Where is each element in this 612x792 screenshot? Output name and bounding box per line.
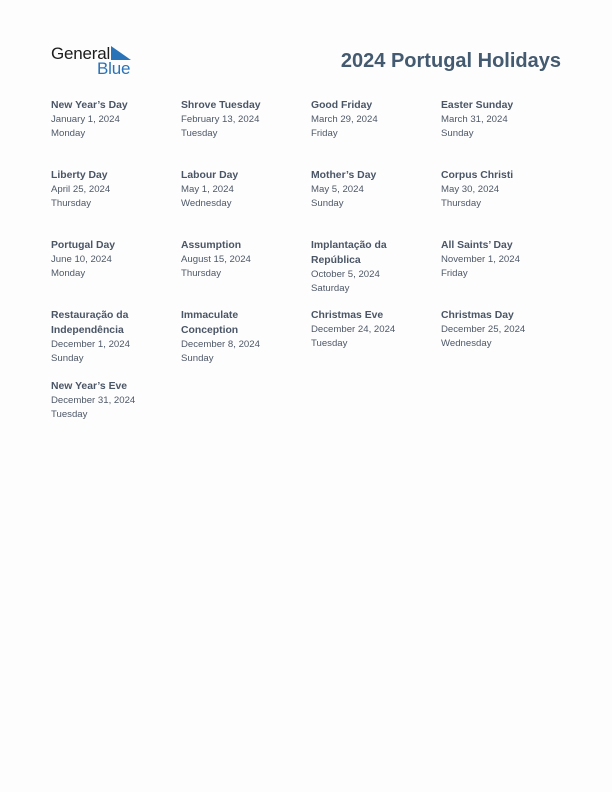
holiday-date: May 5, 2024 (311, 184, 364, 195)
holiday-weekday: Thursday (181, 268, 221, 279)
holiday-item (311, 308, 433, 351)
brand-logo (51, 44, 141, 80)
holiday-item (51, 168, 173, 211)
holiday-weekday: Thursday (441, 198, 481, 209)
page-title: 2024 Portugal Holidays (340, 50, 561, 72)
holiday-item (181, 238, 303, 281)
holiday-date: February 13, 2024 (181, 114, 260, 125)
holiday-name: Liberty Day (51, 170, 108, 181)
holiday-date: December 25, 2024 (441, 324, 526, 335)
holiday-date: June 10, 2024 (51, 254, 112, 265)
holiday-item (51, 98, 173, 141)
holiday-name: New Year’s Day (51, 100, 128, 111)
holiday-item (441, 308, 563, 351)
holiday-weekday: Wednesday (441, 338, 492, 349)
holiday-weekday: Tuesday (181, 128, 218, 139)
holiday-name: New Year’s Eve (51, 381, 128, 392)
holiday-weekday: Thursday (51, 198, 91, 209)
holiday-date: October 5, 2024 (311, 269, 380, 280)
holiday-item (181, 308, 271, 366)
holiday-weekday: Sunday (311, 198, 344, 209)
holiday-name: Portugal Day (51, 240, 116, 251)
holiday-date: March 31, 2024 (441, 114, 508, 125)
holiday-date: August 15, 2024 (181, 254, 251, 265)
holiday-item (441, 98, 563, 141)
holiday-item (181, 98, 303, 141)
holiday-weekday: Tuesday (51, 409, 88, 420)
holiday-name: Good Friday (311, 100, 373, 111)
holiday-item (441, 238, 563, 281)
holiday-name: Corpus Christi (441, 170, 514, 181)
holiday-name: Easter Sunday (441, 100, 514, 111)
holiday-item (311, 238, 411, 296)
holiday-date: December 31, 2024 (51, 395, 136, 406)
holiday-weekday: Tuesday (311, 338, 348, 349)
holiday-date: May 30, 2024 (441, 184, 500, 195)
holiday-weekday: Sunday (51, 353, 84, 364)
holiday-name: All Saints’ Day (441, 240, 513, 251)
holiday-date: December 1, 2024 (51, 339, 130, 350)
holiday-name: Restauração da Independência (51, 310, 129, 336)
holiday-weekday: Wednesday (181, 198, 232, 209)
holiday-name: Christmas Eve (311, 310, 384, 321)
holiday-date: May 1, 2024 (181, 184, 234, 195)
holiday-item (51, 238, 173, 281)
holiday-weekday: Sunday (441, 128, 474, 139)
holiday-weekday: Friday (441, 268, 468, 279)
holiday-name: Mother’s Day (311, 170, 377, 181)
holiday-date: November 1, 2024 (441, 254, 520, 265)
logo-text-general: General (51, 44, 111, 63)
holiday-weekday: Saturday (311, 283, 350, 294)
holiday-weekday: Monday (51, 268, 86, 279)
holiday-name: Immaculate Conception (181, 310, 239, 336)
holiday-item (311, 98, 433, 141)
holiday-name: Assumption (181, 240, 242, 251)
logo-text-blue: Blue (97, 59, 131, 78)
holiday-item (311, 168, 433, 211)
flag-icon (111, 46, 131, 60)
holiday-weekday: Sunday (181, 353, 214, 364)
holiday-name: Shrove Tuesday (181, 100, 261, 111)
holiday-name: Labour Day (181, 170, 239, 181)
holiday-date: January 1, 2024 (51, 114, 120, 125)
holiday-weekday: Monday (51, 128, 86, 139)
holiday-name: Christmas Day (441, 310, 514, 321)
holiday-date: April 25, 2024 (51, 184, 111, 195)
holiday-item (51, 379, 173, 422)
holiday-date: March 29, 2024 (311, 114, 378, 125)
holiday-date: December 8, 2024 (181, 339, 260, 350)
holiday-name: Implantação da República (311, 240, 387, 266)
holiday-item (441, 168, 563, 211)
holiday-date: December 24, 2024 (311, 324, 396, 335)
holiday-item (51, 308, 151, 366)
holiday-weekday: Friday (311, 128, 338, 139)
holiday-item (181, 168, 303, 211)
